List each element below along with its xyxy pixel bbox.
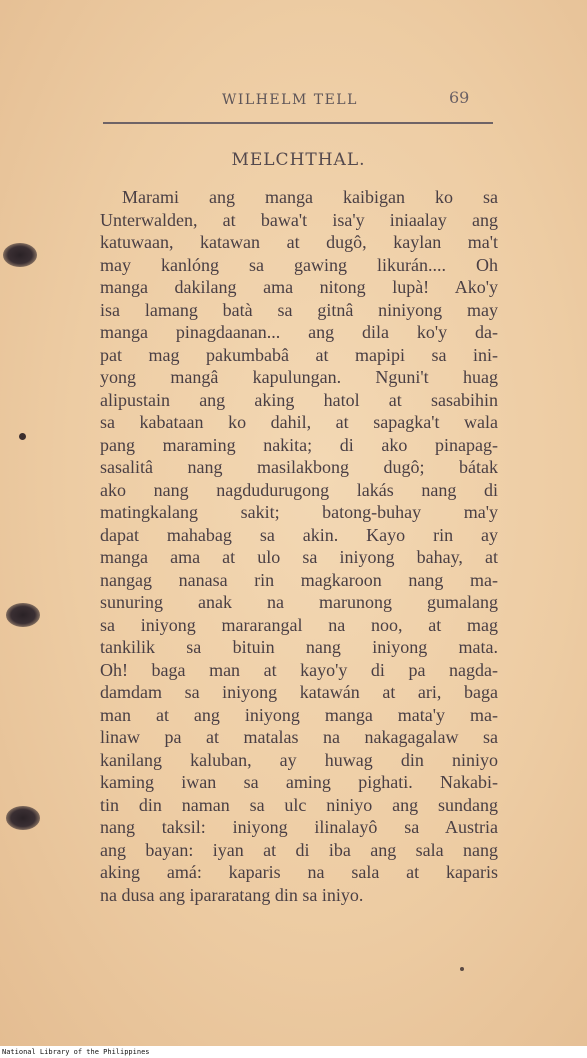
text-line: nang taksil: iniyong ilinalayô sa Austria xyxy=(100,817,498,837)
text-line: sa kabataan ko dahil, at sapagka't wala xyxy=(100,412,498,432)
text-line: linaw pa at matalas na nakagagalaw sa xyxy=(100,727,498,747)
text-line: manga pinagdaanan... ang dila ko'y da- xyxy=(100,322,498,342)
text-line: kaming iwan sa aming pighati. Nakabi- xyxy=(100,772,498,792)
text-line: aking amá: kaparis na sala at kaparis xyxy=(100,862,498,882)
text-line: dapat mahabag sa akin. Kayo rin ay xyxy=(100,524,498,545)
page-number: 69 xyxy=(449,88,470,107)
text-line: sa iniyong mararangal na noo, at mag xyxy=(100,614,498,635)
text-line: nangag nanasa rin magkaroon nang ma- xyxy=(100,569,498,590)
text-line: kanilang kaluban, ay huwag din niniyo xyxy=(100,749,498,770)
body-paragraph xyxy=(100,186,498,906)
ink-speck-small xyxy=(460,967,464,971)
text-line: yong mangâ kapulungan. Nguni't huag xyxy=(100,367,498,387)
header-rule xyxy=(103,122,493,124)
library-credit: National Library of the Philippines xyxy=(2,1048,150,1056)
text-line: Marami ang manga kaibigan ko sa xyxy=(122,187,498,207)
text-line: sasalitâ nang masilakbong dugô; bátak xyxy=(100,457,498,477)
section-title: MELCHTHAL. xyxy=(231,150,366,170)
text-line: ako nang nagdudurugong lakás nang di xyxy=(100,479,498,500)
text-line: may kanlóng sa gawing likurán.... Oh xyxy=(100,254,498,275)
text-line: man at ang iniyong manga mata'y ma- xyxy=(100,704,498,725)
text-line: pang maraming nakita; di ako pinapag- xyxy=(100,434,498,455)
text-line: manga dakilang ama nitong lupà! Ako'y xyxy=(100,277,498,297)
text-line: tin din naman sa ulc niniyo ang sundang xyxy=(100,794,498,815)
text-line: alipustain ang aking hatol at sasabihin xyxy=(100,389,498,410)
binding-hole-3 xyxy=(6,806,40,830)
text-line: tankilik sa bituin nang iniyong mata. xyxy=(100,637,498,657)
text-line: katuwaan, katawan at dugô, kaylan ma't xyxy=(100,232,498,252)
binding-hole-1 xyxy=(3,243,37,267)
text-line: matingkalang sakit; batong-buhay ma'y xyxy=(100,502,498,522)
text-line: Oh! baga man at kayo'y di pa nagda- xyxy=(100,659,498,680)
text-line: ang bayan: iyan at di iba ang sala nang xyxy=(100,839,498,860)
text-line: Unterwalden, at bawa't isa'y iniaalay ang xyxy=(100,209,498,230)
text-line: pat mag pakumbabâ at mapipi sa ini- xyxy=(100,344,498,365)
text-line: sunuring anak na marunong gumalang xyxy=(100,592,498,612)
binding-hole-2 xyxy=(6,603,40,627)
running-title: WILHELM TELL xyxy=(222,92,358,108)
text-line: isa lamang batà sa gitnâ niniyong may xyxy=(100,299,498,320)
text-line: manga ama at ulo sa iniyong bahay, at xyxy=(100,547,498,567)
text-line: na dusa ang ipararatang din sa iniyo. xyxy=(100,884,364,905)
ink-speck xyxy=(19,433,26,440)
text-line: damdam sa iniyong katawán at ari, baga xyxy=(100,682,498,702)
